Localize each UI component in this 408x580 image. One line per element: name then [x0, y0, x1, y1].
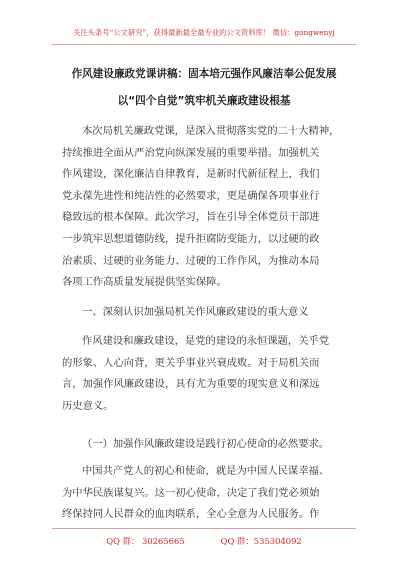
paragraph-line: 为中华民族谋复兴。这一初心使命，决定了我们党必须始: [62, 486, 320, 499]
paragraph-line: 治素质、过硬的业务能力、过硬的工作作风，为推动本局: [62, 254, 320, 267]
paragraph-line: 言，加强作风廉政建设，具有尤为重要的现实意义和深远: [62, 378, 320, 391]
header-banner: 关注头条号“公文研究”，获得最新最全最专业的公文资料库！ 微信：gongwenyj: [73, 28, 335, 37]
paragraph-line: 一步筑牢思想道德防线，提升拒腐防变能力，以过硬的政: [62, 232, 320, 245]
footer-qq-group-1: QQ 群： 30265665: [106, 536, 185, 546]
section-heading-1: 一、深刻认识加强局机关作风廉政建设的重大意义: [82, 306, 309, 318]
header-divider: [52, 44, 356, 45]
paragraph-line: 稳致远的根本保障。此次学习，旨在引导全体党员干部进: [62, 211, 320, 224]
footer-divider: [52, 528, 356, 529]
paragraph-line: 作风建设，深化廉洁自律教育，是新时代新征程上，我们: [62, 168, 320, 181]
subsection-heading-1: （一）加强作风廉政建设是践行初心使命的必然要求。: [82, 438, 330, 450]
paragraph-line: 历史意义。: [62, 399, 114, 412]
paragraph-mission: [62, 461, 352, 526]
footer-qq-group-2: QQ 群：535304092: [220, 536, 302, 546]
paragraph-line: 作风建设和廉政建设，是党的建设的永恒课题，关乎党: [82, 335, 330, 347]
document-title-line-2: 以“四个自觉”筑牢机关廉政建设根基: [117, 95, 291, 107]
paragraph-line: 持续推进全面从严治党向纵深发展的重要举措。加强机关: [62, 146, 320, 159]
document-title-line-1: 作风建设廉政党课讲稿：固本培元强作风廉洁奉公促发展: [71, 68, 337, 80]
paragraph-line: 中国共产党人的初心和使命，就是为中国人民谋幸福、: [82, 465, 330, 477]
paragraph-line: 党永葆先进性和纯洁性的必然要求，更是确保各项事业行: [62, 189, 320, 202]
paragraph-line: 的形象、人心向背，更关乎事业兴衰成败。对于局机关而: [62, 356, 320, 369]
footer-contact: [0, 535, 408, 547]
paragraph-significance: [62, 331, 352, 417]
paragraph-line: 终保持同人民群众的血肉联系，全心全意为人民服务。作: [62, 508, 320, 521]
paragraph-line: 各项工作高质量发展提供坚实保障。: [62, 276, 227, 289]
paragraph-intro: [62, 121, 352, 294]
paragraph-line: 本次局机关廉政党课，是深入贯彻落实党的二十大精神，: [82, 125, 340, 137]
